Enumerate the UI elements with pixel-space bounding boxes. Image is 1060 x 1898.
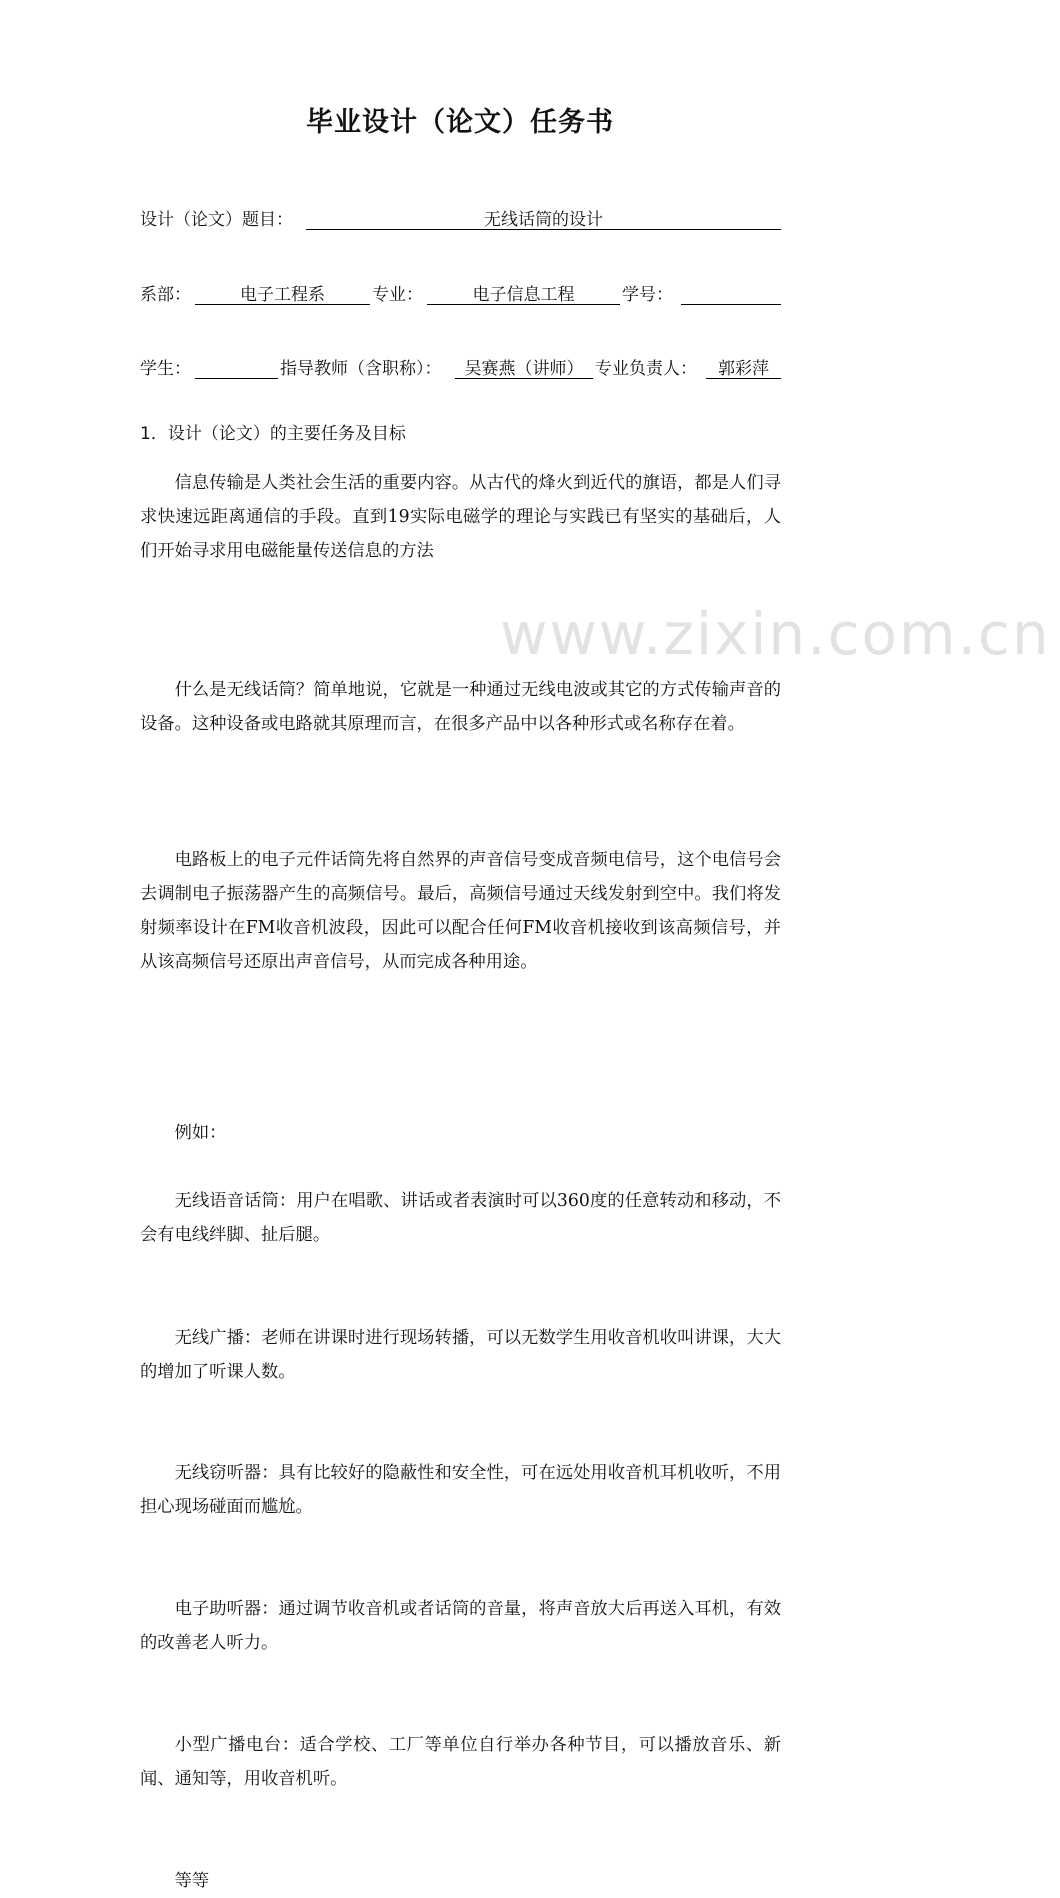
paragraph: 等等: [174, 1871, 210, 1891]
dept-row: [140, 280, 781, 308]
dept-value: 电子工程系: [195, 280, 370, 305]
program-head-label: 专业负责人：: [595, 359, 697, 379]
student-value: [195, 354, 278, 379]
student-id-label: 学号：: [622, 285, 673, 305]
student-label: 学生：: [140, 359, 191, 379]
paragraph: 信息传输是人类社会生活的重要内容。从古代的烽火到近代的旗语，都是人们寻求快速远距离通信的手段。直到19实际电磁学的理论与实践已有坚实的基础后，人们开始寻求用电磁能量传送信息的方法: [140, 473, 781, 561]
paragraph: 电路板上的电子元件话筒先将自然界的声音信号变成音频电信号，这个电信号会去调制电子振荡器产生的高频信号。最后，高频信号通过天线发射到空中。我们将发射频率设计在FM收音机波段，因此可以配合任何FM收音机接收到该高频信号，并从该高频信号还原出声音信号，从而完成各种用途。: [140, 850, 781, 972]
section-heading: 1．设计（论文）的主要任务及目标: [140, 424, 406, 444]
paragraph: 例如：: [174, 1123, 227, 1143]
topic-label: 设计（论文）题目：: [140, 210, 293, 230]
topic-row: [140, 205, 781, 233]
paragraph: 无线窃听器：具有比较好的隐蔽性和安全性，可在远处用收音机耳机收听，不用担心现场碰面而尴尬。: [140, 1463, 781, 1517]
major-label: 专业：: [372, 285, 423, 305]
program-head-value: 郭彩萍: [706, 354, 781, 379]
student-id-value: [681, 280, 781, 305]
watermark: www.zixin.com.cn: [500, 600, 1051, 668]
paragraph: 无线语音话筒：用户在唱歌、讲话或者表演时可以360度的任意转动和移动，不会有电线绊脚、扯后腿。: [140, 1191, 781, 1245]
paragraph: 小型广播电台：适合学校、工厂等单位自行举办各种节目，可以播放音乐、新闻、通知等，用收音机听。: [140, 1735, 781, 1789]
topic-value: 无线话筒的设计: [306, 205, 781, 230]
paragraph: 什么是无线话筒？简单地说，它就是一种通过无线电波或其它的方式传输声音的设备。这种设备或电路就其原理而言，在很多产品中以各种形式或名称存在着。: [140, 680, 781, 734]
student-row: [140, 354, 781, 382]
dept-label: 系部：: [140, 285, 191, 305]
paragraph: 电子助听器：通过调节收音机或者话筒的音量，将声音放大后再送入耳机，有效的改善老人听力。: [140, 1599, 781, 1653]
paragraph: 无线广播：老师在讲课时进行现场转播，可以无数学生用收音机收叫讲课，大大的增加了听课人数。: [140, 1328, 781, 1382]
page-title: 毕业设计（论文）任务书: [306, 107, 614, 138]
advisor-label: 指导教师（含职称）：: [280, 359, 442, 379]
major-value: 电子信息工程: [427, 280, 620, 305]
advisor-value: 吴赛燕（讲师）: [455, 354, 593, 379]
